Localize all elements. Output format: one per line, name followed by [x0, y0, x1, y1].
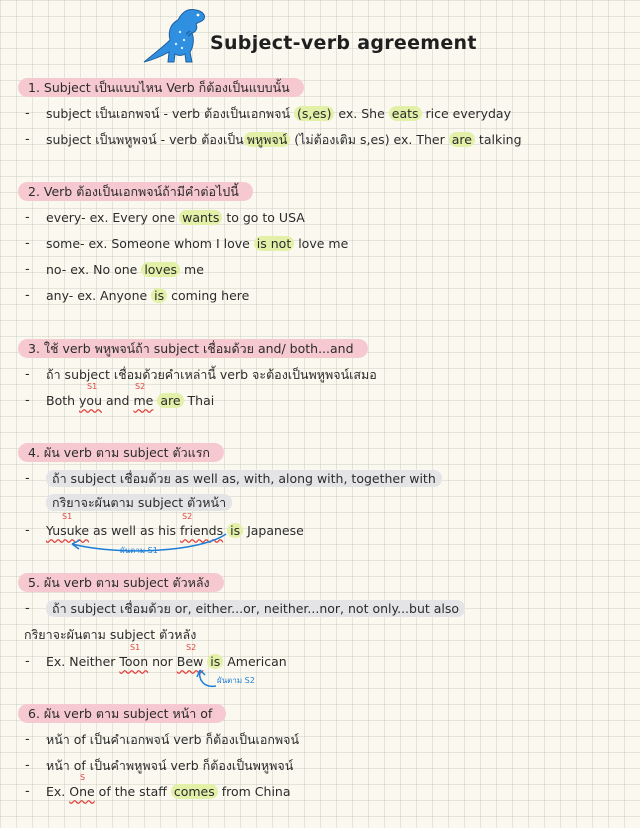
section-4-line-2: กริยาจะผันตาม subject ตัวหน้า: [46, 495, 232, 511]
section-4-line-1: ถ้า subject เชื่อมด้วย as well as, with, along with, together with: [46, 471, 442, 487]
bullet-dash: -: [25, 784, 30, 799]
section-2-heading: 2. Verb ต้องเป็นเอกพจน์ถ้ามีคำต่อไปนี้: [18, 184, 253, 200]
section-1-heading: 1. Subject เป็นแบบไหน Verb ก็ต้องเป็นแบบนั้น: [18, 80, 304, 96]
section-1-line-2: subject เป็นพหูพจน์ - verb ต้องเป็น พหูพจน์ (ไม่ต้องเติม s,es) ex. Ther are talking: [46, 132, 522, 147]
annotation-follow-s2: ผันตาม S2: [217, 676, 255, 685]
annotation-follow-s1: ผันตาม S1: [120, 546, 158, 555]
bullet-dash: -: [25, 210, 30, 225]
section-6-heading: 6. ผัน verb ตาม subject หน้า of: [18, 706, 226, 722]
section-5-line-1: ถ้า subject เชื่อมด้วย or, either...or, neither...nor, not only...but also: [46, 601, 465, 617]
section-6-line-2: หน้า of เป็นคำพหูพจน์ verb ก็ต้องเป็นพหูพจน์: [46, 758, 294, 773]
section-2-line-1: every- ex. Every one wants to go to USA: [46, 210, 305, 225]
subject-marker-s2: S2: [182, 512, 193, 521]
bullet-dash: -: [25, 654, 30, 669]
bullet-dash: -: [25, 262, 30, 277]
bullet-dash: -: [25, 106, 30, 121]
bullet-dash: -: [25, 288, 30, 303]
bullet-dash: -: [25, 367, 30, 382]
section-2-line-3: no- ex. No one loves me: [46, 262, 204, 277]
subject-marker-s: S: [80, 773, 86, 782]
bullet-dash: -: [25, 471, 30, 486]
bullet-dash: -: [25, 393, 30, 408]
subject-marker-s1: S1: [130, 643, 141, 652]
bullet-dash: -: [25, 732, 30, 747]
section-6-line-1: หน้า of เป็นคำเอกพจน์ verb ก็ต้องเป็นเอกพจน์: [46, 732, 300, 747]
section-6-line-3: Ex. One of the staff comes from China: [46, 784, 291, 799]
subject-marker-s1: S1: [87, 382, 98, 391]
section-3-line-1: ถ้า subject เชื่อมด้วยคำเหล่านี้ verb จะต้องเป็นพหูพจน์เสมอ: [46, 367, 377, 382]
section-3-heading: 3. ใช้ verb พหูพจน์ถ้า subject เชื่อมด้วย and/ both...and: [18, 341, 368, 357]
section-2-line-2: some- ex. Someone whom I love is not love me: [46, 236, 349, 251]
bullet-dash: -: [25, 132, 30, 147]
section-5-line-2: กริยาจะผันตาม subject ตัวหลัง: [24, 627, 197, 642]
section-1-line-1: subject เป็นเอกพจน์ - verb ต้องเป็นเอกพจน์ (s,es) ex. She eats rice everyday: [46, 106, 511, 121]
bullet-dash: -: [25, 758, 30, 773]
subject-marker-s2: S2: [186, 643, 197, 652]
section-3-line-2: Both you and me are Thai: [46, 393, 215, 408]
subject-marker-s2: S2: [135, 382, 146, 391]
dinosaur-icon: [140, 2, 212, 68]
section-5-heading: 5. ผัน verb ตาม subject ตัวหลัง: [18, 575, 224, 591]
section-2-line-4: any- ex. Anyone is coming here: [46, 288, 250, 303]
bullet-dash: -: [25, 523, 30, 538]
section-4-line-3: Yusuke as well as his friends is Japanese: [46, 523, 304, 538]
section-4-heading: 4. ผัน verb ตาม subject ตัวแรก: [18, 445, 224, 461]
bullet-dash: -: [25, 601, 30, 616]
page-title: Subject-verb agreement: [210, 32, 477, 54]
subject-marker-s1: S1: [62, 512, 73, 521]
bullet-dash: -: [25, 236, 30, 251]
section-5-line-3: Ex. Neither Toon nor Bew is American: [46, 654, 287, 669]
